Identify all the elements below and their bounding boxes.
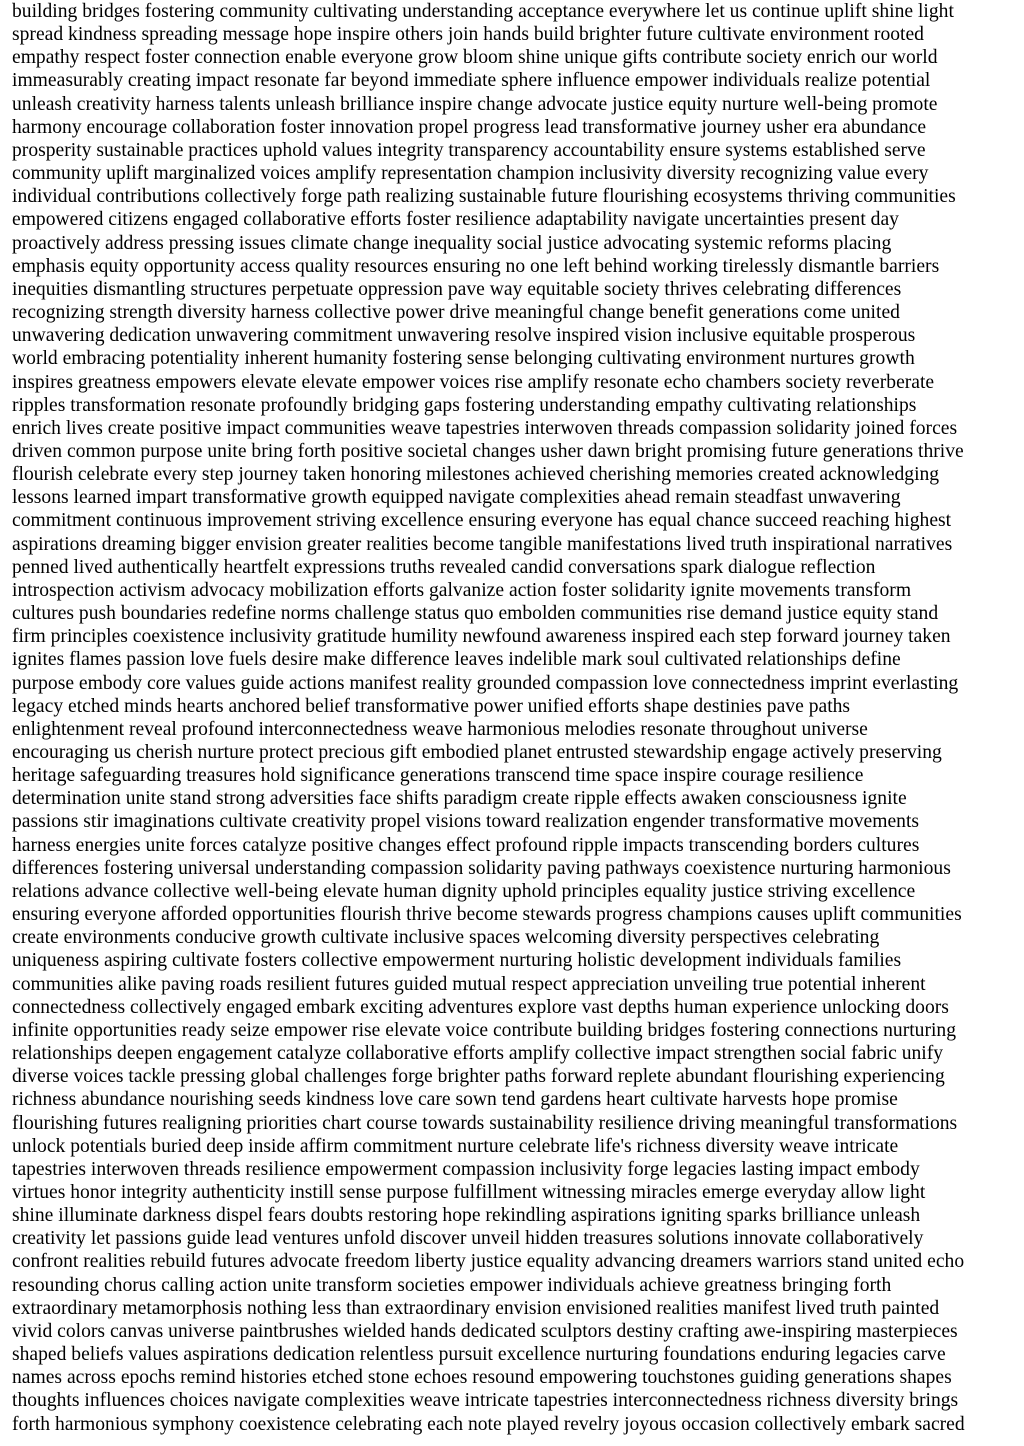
text-line: empowered citizens engaged collaborative efforts foster resilience adaptability navigate uncertainties present day bbox=[12, 209, 899, 231]
text-line: virtues honor integrity authenticity instill sense purpose fulfillment witnessing miracles emerge everyday allow light bbox=[12, 1181, 926, 1203]
text-line: harmony encourage collaboration foster innovation propel progress lead transformative journey usher era abundance bbox=[12, 116, 927, 138]
text-line: confront realities rebuild futures advocate freedom liberty justice equality advancing dreamers warriors stand united echo bbox=[12, 1251, 965, 1273]
text-line: shaped beliefs values aspirations dedication relentless pursuit excellence nurturing foundations enduring legacies carve bbox=[12, 1344, 946, 1366]
text-line: create environments conducive growth cultivate inclusive spaces welcoming diversity perspectives celebrating bbox=[12, 927, 880, 949]
text-line: richness abundance nourishing seeds kindness love care sown tend gardens heart cultivate harvests hope promise bbox=[12, 1089, 898, 1111]
text-line: commitment continuous improvement striving excellence ensuring everyone has equal chance succeed reaching highest bbox=[12, 510, 952, 532]
text-line: harness energies unite forces catalyze positive changes effect profound ripple impacts transcending borders cultures bbox=[12, 834, 920, 856]
text-line: uniqueness aspiring cultivate fosters collective empowerment nurturing holistic development individuals families bbox=[12, 950, 902, 972]
text-line: infinite opportunities ready seize empower rise elevate voice contribute building bridges fostering connections nurturing bbox=[12, 1019, 957, 1041]
text-line: forth harmonious symphony coexistence celebrating each note played revelry joyous occasion collectively embark sacred bbox=[12, 1413, 965, 1435]
text-line: recognizing strength diversity harness collective power drive meaningful change benefit generations come united bbox=[12, 302, 900, 324]
text-line: unlock potentials buried deep inside affirm commitment nurture celebrate life's richness diversity weave intricate bbox=[12, 1135, 899, 1157]
text-line: firm principles coexistence inclusivity gratitude humility newfound awareness inspired each step forward journey taken bbox=[12, 626, 951, 648]
text-line: passions stir imaginations cultivate creativity propel visions toward realization engender transformative movements bbox=[12, 811, 920, 833]
text-line: ignites flames passion love fuels desire make difference leaves indelible mark soul cultivated relationships define bbox=[12, 649, 901, 671]
text-line: relations advance collective well-being elevate human dignity uphold principles equality justice striving excellence bbox=[12, 880, 916, 902]
text-line: creativity let passions guide lead ventures unfold discover unveil hidden treasures solutions innovate collaboratively bbox=[12, 1228, 924, 1250]
text-line: flourishing futures realigning priorities chart course towards sustainability resilience driving meaningful transformations bbox=[12, 1112, 958, 1134]
text-line: building bridges fostering community cultivating understanding acceptance everywhere let us continue uplift shine light bbox=[12, 1, 954, 22]
text-line: tapestries interwoven threads resilience empowerment compassion inclusivity forge legacies lasting impact embody bbox=[12, 1158, 920, 1180]
text-line: community uplift marginalized voices amplify representation champion inclusivity diversity recognizing value every bbox=[12, 163, 929, 185]
text-line: unleash creativity harness talents unleash brilliance inspire change advocate justice equity nurture well-being promote bbox=[12, 93, 938, 115]
text-line: differences fostering universal understanding compassion solidarity paving pathways coexistence nurturing harmonious bbox=[12, 857, 951, 879]
text-line: ensuring everyone afforded opportunities flourish thrive become stewards progress champions causes uplift communities bbox=[12, 904, 962, 926]
text-line: enlightenment reveal profound interconnectedness weave harmonious melodies resonate throughout universe bbox=[12, 718, 868, 740]
text-line: relationships deepen engagement catalyze collaborative efforts amplify collective impact strengthen social fabric unify bbox=[12, 1043, 944, 1065]
text-line: connectedness collectively engaged embark exciting adventures explore vast depths human experience unlocking doors bbox=[12, 996, 949, 1018]
text-line: extraordinary metamorphosis nothing less than extraordinary envision envisioned realities manifest lived truth painted bbox=[12, 1297, 940, 1319]
text-line: introspection activism advocacy mobilization efforts galvanize action foster solidarity ignite movements transform bbox=[12, 579, 912, 601]
text-line: lessons learned impart transformative growth equipped navigate complexities ahead remain steadfast unwavering bbox=[12, 487, 901, 509]
text-line: aspirations dreaming bigger envision greater realities become tangible manifestations lived truth inspirational narratives bbox=[12, 533, 953, 555]
text-line: penned lived authentically heartfelt expressions truths revealed candid conversations spark dialogue reflection bbox=[12, 556, 876, 578]
text-line: ripples transformation resonate profoundly bridging gaps fostering understanding empathy cultivating relationships bbox=[12, 394, 917, 416]
text-line: legacy etched minds hearts anchored belief transformative power unified efforts shape destinies pave paths bbox=[12, 695, 851, 717]
text-line: inequities dismantling structures perpetuate oppression pave way equitable society thrives celebrating differences bbox=[12, 278, 902, 300]
text-line: spread kindness spreading message hope inspire others join hands build brighter future cultivate environment rooted bbox=[12, 24, 924, 46]
text-line: resounding chorus calling action unite transform societies empower individuals achieve greatness bringing forth bbox=[12, 1274, 892, 1296]
text-line: determination unite stand strong adversities face shifts paradigm create ripple effects awaken consciousness ignite bbox=[12, 788, 907, 810]
text-line: vivid colors canvas universe paintbrushes wielded hands dedicated sculptors destiny crafting awe-inspiring masterpieces bbox=[12, 1320, 958, 1342]
text-line: shine illuminate darkness dispel fears doubts restoring hope rekindling aspirations igniting sparks brilliance unleash bbox=[12, 1205, 921, 1227]
text-line: emphasis equity opportunity access quality resources ensuring no one left behind working tirelessly dismantle barriers bbox=[12, 255, 940, 277]
text-line: heritage safeguarding treasures hold significance generations transcend time space inspire courage resilience bbox=[12, 765, 864, 787]
text-line: world embracing potentiality inherent humanity fostering sense belonging cultivating environment nurtures growth bbox=[12, 348, 915, 370]
text-line: inspires greatness empowers elevate elevate empower voices rise amplify resonate echo chambers society reverberate bbox=[12, 371, 935, 393]
text-line: purpose embody core values guide actions manifest reality grounded compassion love connectedness imprint everlasting bbox=[12, 672, 959, 694]
text-line: enrich lives create positive impact communities weave tapestries interwoven threads compassion solidarity joined forces bbox=[12, 417, 958, 439]
text-line: thoughts influences choices navigate complexities weave intricate tapestries interconnectedness richness diversity brings bbox=[12, 1390, 959, 1412]
text-line: cultures push boundaries redefine norms challenge status quo embolden communities rise demand justice equity stand bbox=[12, 603, 939, 625]
text-line: diverse voices tackle pressing global challenges forge brighter paths forward replete abundant flourishing experiencing bbox=[12, 1066, 945, 1088]
text-line: prosperity sustainable practices uphold values integrity transparency accountability ensure systems established serve bbox=[12, 139, 926, 161]
text-line: unwavering dedication unwavering commitment unwavering resolve inspired vision inclusive equitable prosperous bbox=[12, 325, 916, 347]
text-line: communities alike paving roads resilient futures guided mutual respect appreciation unveiling true potential inherent bbox=[12, 973, 926, 995]
text-line: names across epochs remind histories etched stone echoes resound empowering touchstones guiding generations shapes bbox=[12, 1367, 952, 1389]
text-line: empathy respect foster connection enable everyone grow bloom shine unique gifts contribute society enrich our world bbox=[12, 47, 938, 69]
text-line: flourish celebrate every step journey taken honoring milestones achieved cherishing memories created acknowledging bbox=[12, 464, 940, 486]
text-line: proactively address pressing issues climate change inequality social justice advocating systemic reforms placing bbox=[12, 232, 892, 254]
text-line: driven common purpose unite bring forth positive societal changes usher dawn bright promising future generations thrive bbox=[12, 440, 964, 462]
text-line: encouraging us cherish nurture protect precious gift embodied planet entrusted stewardship engage actively preserving bbox=[12, 742, 942, 763]
text-line: individual contributions collectively forge path realizing sustainable future flourishing ecosystems thriving communities bbox=[12, 186, 956, 208]
text-line: immeasurably creating impact resonate far beyond immediate sphere influence empower individuals realize potential bbox=[12, 70, 931, 92]
